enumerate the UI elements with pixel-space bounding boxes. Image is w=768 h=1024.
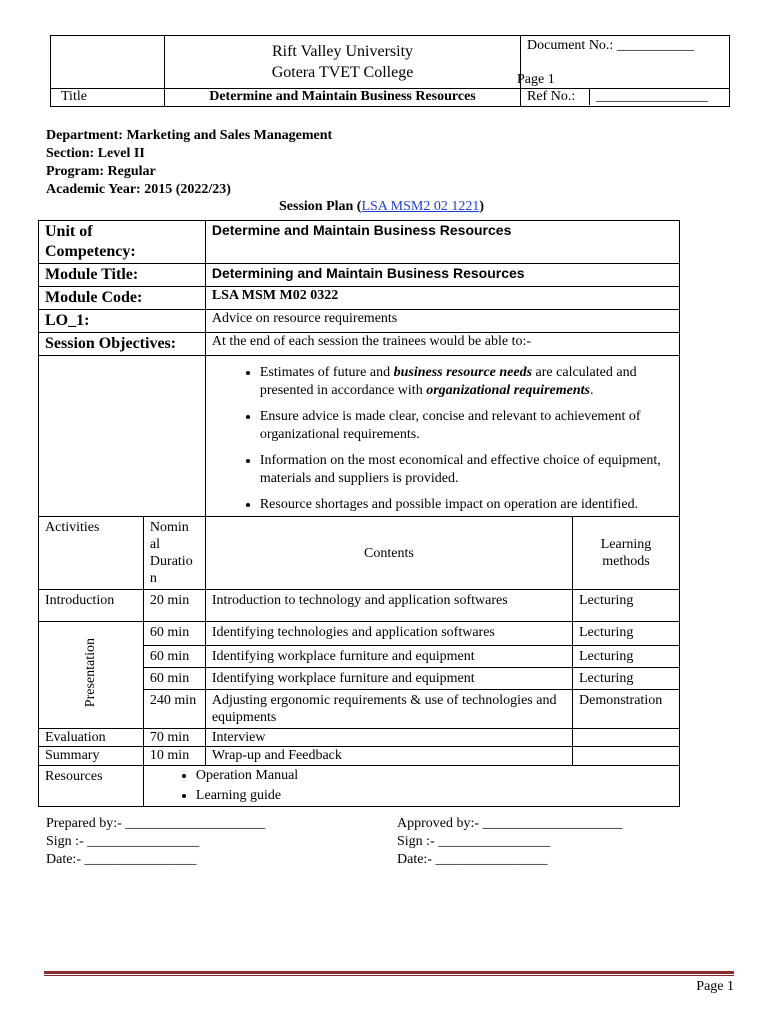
col-contents: Contents [205,517,572,590]
title-value: Determine and Maintain Business Resources [165,89,521,107]
prepared-by: Prepared by:- ____________________ [46,816,266,831]
date-left: Date:- ________________ [46,852,197,867]
module-code-value: LSA MSM M02 0322 [205,287,679,310]
method-cell: Lecturing [573,590,680,622]
department: Department: Marketing and Sales Management [46,128,333,143]
academic-year: Academic Year: 2015 (2022/23) [46,182,231,197]
objective-item: • Information on the most economical and effective choice of equipment, materials and suppliers is provided. [260,452,673,488]
footer-page: Page 1 [696,979,734,994]
method-cell: Lecturing [573,668,680,690]
col-duration: Nomin al Duratio n [143,517,205,590]
objective-item: • Resource shortages and possible impact on operation are identified. [260,496,673,514]
activity-cell: Evaluation [39,729,144,747]
header-institution-cell [165,36,521,89]
activity-cell: Introduction [39,590,144,622]
duration-cell: 10 min [143,747,205,766]
content-cell: Identifying workplace furniture and equipment [205,646,572,668]
ref-cell [521,89,730,107]
method-cell [573,729,680,747]
objectives-list [242,364,673,514]
ref-value: ________________ [596,89,708,104]
resources-label: Resources [39,766,144,807]
method-cell: Lecturing [573,622,680,646]
duration-cell: 60 min [143,668,205,690]
method-cell: Demonstration [573,690,680,729]
module-title-value: Determining and Maintain Business Resources [205,264,679,287]
content-cell: Interview [205,729,572,747]
unit-of-competency-value: Determine and Maintain Business Resources [205,221,679,264]
presentation-label: Presentation [82,637,98,708]
objective-item: • Estimates of future and business resource needs are calculated and presented in accordance with organizational requirements. [260,364,673,400]
content-cell: Identifying technologies and application softwares [205,622,572,646]
content-cell: Introduction to technology and application softwares [205,590,572,622]
program: Program: Regular [46,164,156,179]
footer-rule-top [44,971,734,974]
date-right: Date:- ________________ [397,852,548,867]
document-no: Document No.: ___________ [527,38,694,53]
section: Section: Level II [46,146,145,161]
ref-label: Ref No.: [521,89,590,105]
footer-rule-bottom [44,975,734,976]
college-name: Gotera TVET College [271,64,414,81]
resources-list [178,766,679,806]
duration-cell: 240 min [143,690,205,729]
resource-item: • Operation Manual [196,766,679,786]
document-header-table [50,35,730,107]
resources-cell [143,766,679,807]
method-cell: Lecturing [573,646,680,668]
content-cell: Wrap-up and Feedback [205,747,572,766]
sign-right: Sign :- ________________ [397,834,551,849]
objectives-intro: At the end of each session the trainees would be able to:- [205,333,679,356]
presentation-cell [39,622,144,729]
header-logo-cell [51,36,165,89]
header-page: Page 1 [517,72,555,87]
header-docno-cell [517,36,730,89]
objectives-label: Session Objectives: [39,333,206,356]
session-plan-table [38,220,680,807]
duration-cell: 20 min [143,590,205,622]
objectives-blank-cell [39,356,206,517]
approved-by: Approved by:- ____________________ [397,816,623,831]
resource-item: • Learning guide [196,786,679,806]
activity-cell: Summary [39,747,144,766]
duration-cell: 60 min [143,646,205,668]
duration-cell: 60 min [143,622,205,646]
session-plan-link[interactable]: LSA MSM2 02 1221 [361,199,480,214]
module-title-label: Module Title: [39,264,206,287]
col-activities: Activities [39,517,144,590]
unit-of-competency-label: Unit of Competency: [39,221,206,264]
objective-item: • Ensure advice is made clear, concise and relevant to achievement of organizational requirements. [260,408,673,444]
sign-left: Sign :- ________________ [46,834,200,849]
duration-cell: 70 min [143,729,205,747]
col-methods: Learning methods [573,517,680,590]
university-name: Rift Valley University [271,43,414,60]
objectives-list-cell [205,356,679,517]
lo-value: Advice on resource requirements [205,310,679,333]
content-cell: Adjusting ergonomic requirements & use of technologies and equipments [205,690,572,729]
module-code-label: Module Code: [39,287,206,310]
method-cell [573,747,680,766]
title-label: Title [51,89,165,107]
session-plan-heading: Session Plan (LSA MSM2 02 1221) [279,199,484,214]
lo-label: LO_1: [39,310,206,333]
content-cell: Identifying workplace furniture and equipment [205,668,572,690]
